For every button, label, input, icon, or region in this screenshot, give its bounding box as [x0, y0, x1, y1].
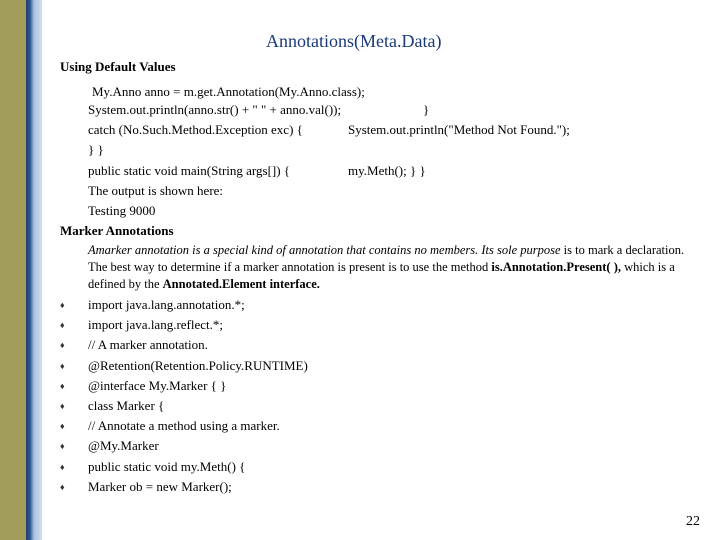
- list-item-text: // Annotate a method using a marker.: [88, 418, 280, 434]
- marker-paragraph: [88, 242, 688, 293]
- diamond-bullet-icon: ♦: [60, 461, 65, 472]
- diamond-bullet-icon: ♦: [60, 360, 65, 371]
- code-line-4: } }: [88, 142, 104, 157]
- diamond-bullet-icon: ♦: [60, 481, 65, 492]
- list-item-text: @Retention(Retention.Policy.RUNTIME): [88, 357, 308, 373]
- code-line-1: My.Anno anno = m.get.Annotation(My.Anno.class);: [92, 84, 365, 99]
- code-line-2-brace: }: [423, 102, 430, 117]
- diamond-bullet-icon: ♦: [60, 441, 65, 452]
- list-item-text: Marker ob = new Marker();: [88, 478, 232, 494]
- code-line-3-right: System.out.println("Method Not Found.");: [348, 122, 570, 137]
- list-item-text: import java.lang.annotation.*;: [88, 297, 245, 312]
- heading-default-values: Using Default Values: [60, 59, 176, 74]
- diamond-bullet-icon: ♦: [60, 380, 65, 391]
- code-line-6: The output is shown here:: [88, 183, 224, 198]
- diamond-bullet-icon: ♦: [60, 300, 65, 310]
- code-line-5-right: my.Meth(); } }: [348, 163, 426, 178]
- diamond-bullet-icon: ♦: [60, 421, 65, 432]
- code-line-7: Testing 9000: [88, 203, 156, 218]
- code-line-2: System.out.println(anno.str() + " " + anno.val());: [88, 102, 342, 117]
- list-item-text: @interface My.Marker { }: [88, 377, 227, 393]
- list-item-text: @My.Marker: [88, 438, 159, 454]
- heading-marker-annotations: Marker Annotations: [60, 223, 174, 238]
- slide-title: Annotations(Meta.Data): [266, 31, 442, 51]
- diamond-bullet-icon: ♦: [60, 400, 65, 411]
- page-number: 22: [686, 514, 700, 529]
- list-item-text: public static void my.Meth() {: [88, 458, 246, 474]
- paragraph-plain-1: is to mark a declaration. The best way to determine if a marker annotation is present is to use the method: [88, 243, 685, 274]
- diamond-bullet-icon: ♦: [60, 320, 65, 331]
- list-item-text: import java.lang.reflect.*;: [88, 317, 224, 333]
- sidebar-decoration: [0, 0, 42, 540]
- diamond-bullet-icon: ♦: [60, 340, 65, 351]
- paragraph-bold-1: is.Annotation.Present( ),: [491, 260, 621, 274]
- paragraph-bold-2: Annotated.Element interface.: [162, 277, 320, 291]
- paragraph-plain-2: which is a defined by the: [88, 260, 675, 291]
- list-item-text: // A marker annotation.: [88, 337, 208, 353]
- paragraph-italic: Amarker annotation is a special kind of annotation that contains no members. Its sole purpose: [88, 243, 561, 257]
- code-line-3-left: catch (No.Such.Method.Exception exc) {: [88, 122, 303, 137]
- list-item-text: class Marker {: [88, 397, 165, 413]
- code-line-5-left: public static void main(String args[]) {: [88, 163, 291, 178]
